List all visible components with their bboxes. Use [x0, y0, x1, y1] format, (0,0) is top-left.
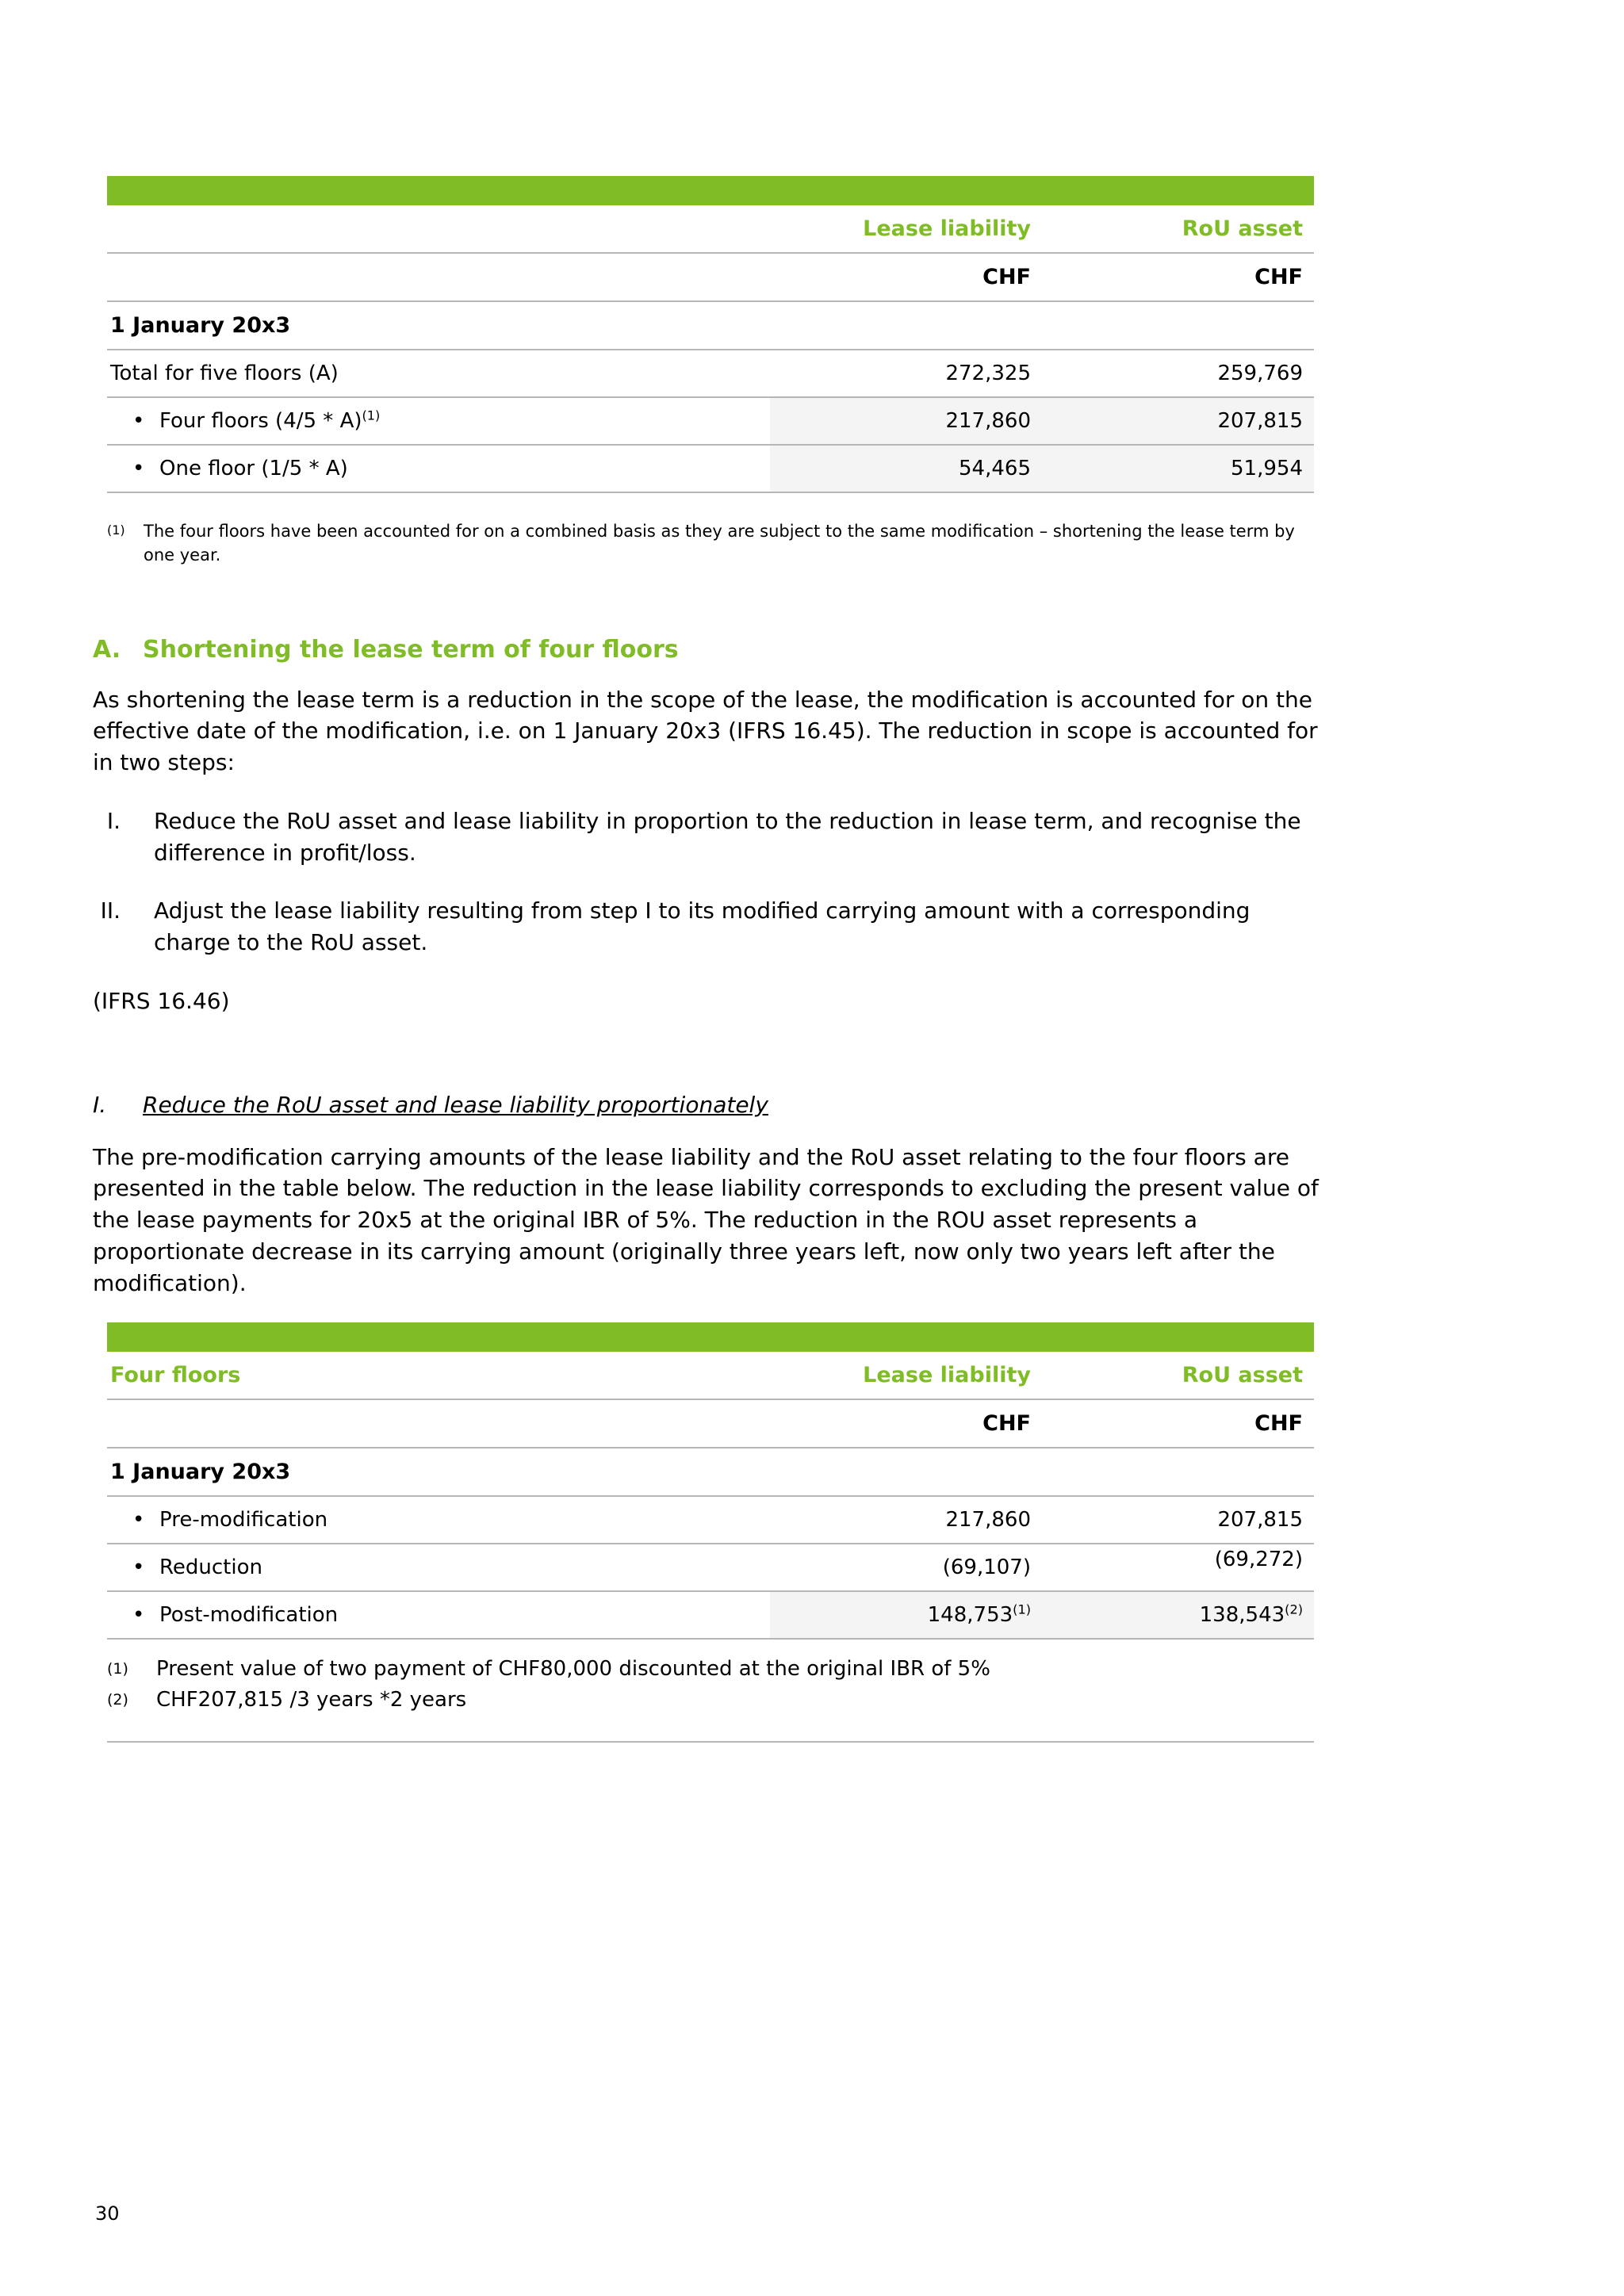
table2-footnote2-marker: (2): [107, 1691, 128, 1709]
table2-accent-rule: [107, 1322, 1314, 1352]
table1-currency-blank: [107, 253, 770, 301]
table2-date-label: 1 January 20x3: [107, 1448, 770, 1496]
bullet-icon: •: [132, 1603, 145, 1628]
table2-header-lease-liability: Lease liability: [770, 1352, 1042, 1399]
table1-row1-lease-liability: 217,860: [770, 397, 1042, 445]
table1-header-row: [107, 205, 1314, 253]
table2-currency-lease-liability: CHF: [770, 1399, 1042, 1448]
table1-footnotes: [107, 520, 1326, 568]
bullet-icon: •: [132, 409, 145, 433]
table1-footnote1-marker: (1): [107, 522, 125, 538]
table1-row0-rou-asset: 259,769: [1042, 350, 1314, 397]
table2-row2-lease-liability-footnote-marker: (1): [1013, 1601, 1031, 1617]
table2-row2-rou-asset: [1042, 1591, 1314, 1639]
table1-row1-rou-asset: 207,815: [1042, 397, 1314, 445]
table1-currency-lease-liability: CHF: [770, 253, 1042, 301]
table2-header-row: [107, 1352, 1314, 1399]
section-a-reference: (IFRS 16.46): [93, 987, 230, 1014]
table1-header-label: [107, 205, 770, 253]
table2-row1-label-text: Reduction: [159, 1556, 262, 1580]
table1-row1-label-text: Four floors (4/5 * A): [159, 409, 362, 433]
step-1-number: I.: [106, 807, 121, 834]
subsection-i-heading: [93, 1092, 1326, 1118]
table1-accent-rule: [107, 176, 1314, 205]
table-row: [107, 445, 1314, 492]
table1-header-lease-liability: Lease liability: [770, 205, 1042, 253]
table2-footnote1-text: Present value of two payment of CHF80,000 discounted at the original IBR of 5%: [156, 1657, 990, 1682]
table2-row2-lease-liability: [770, 1591, 1042, 1639]
table2-row2-label: [107, 1591, 770, 1639]
list-item: [89, 806, 1326, 869]
table2-row1-label: [107, 1544, 770, 1591]
table-row: [107, 397, 1314, 445]
page-content: [89, 0, 1326, 1743]
table1-currency-row: [107, 253, 1314, 301]
table-row: [107, 1591, 1314, 1639]
table2-row1-rou-asset: (69,272): [1042, 1544, 1314, 1591]
table2-currency-row: [107, 1399, 1314, 1448]
table2-footnotes: [107, 1654, 1326, 1716]
section-a-steps: [89, 806, 1326, 959]
step-2-text: Adjust the lease liability resulting from step I to its modified carrying amount with a corresponding charge to the RoU asset.: [154, 897, 1251, 956]
step-2-number: II.: [100, 897, 121, 924]
table-row: [107, 1544, 1314, 1591]
table1-currency-rou-asset: CHF: [1042, 253, 1314, 301]
table2-row0-lease-liability: 217,860: [770, 1496, 1042, 1544]
table-row: [107, 1496, 1314, 1544]
footnote-item: [107, 1654, 1326, 1685]
table1-header-rou-asset: RoU asset: [1042, 205, 1314, 253]
table2-row0-label-text: Pre-modification: [159, 1508, 328, 1533]
table1-date-row: [107, 301, 1314, 350]
table1-row2-rou-asset: 51,954: [1042, 445, 1314, 492]
table1-row2-lease-liability: 54,465: [770, 445, 1042, 492]
table-row: [107, 350, 1314, 397]
table2-footnote1-marker: (1): [107, 1660, 128, 1678]
section-a-heading: [93, 636, 1326, 664]
section-a-number: A.: [93, 635, 121, 664]
table2-bottom-rule: [107, 1741, 1314, 1743]
table1-date-label: 1 January 20x3: [107, 301, 770, 350]
table1-row0-lease-liability: 272,325: [770, 350, 1042, 397]
subsection-i-paragraph: The pre-modification carrying amounts of the lease liability and the RoU asset relating to the four floors are presented in the table below. The reduction in the lease liability corresponds to excluding the present value of the lease payments for 20x5 at the original IBR of 5%. The reduction in the ROU asset represents a proportionate decrease in its carrying amount (originally three years left, now only two years left after the modification).: [93, 1143, 1319, 1296]
section-a-paragraph: As shortening the lease term is a reduction in the scope of the lease, the modification is accounted for on the effective date of the modification, i.e. on 1 January 20x3 (IFRS 16.45). The reduction in scope is accounted for in two steps:: [93, 686, 1318, 776]
table1-row0-label: Total for five floors (A): [107, 350, 770, 397]
table2-row2-label-text: Post-modification: [159, 1603, 339, 1628]
four-floors-table-2: [107, 1322, 1314, 1640]
bullet-icon: •: [132, 457, 145, 480]
table2-row1-lease-liability: (69,107): [770, 1544, 1042, 1591]
subsection-i-number: I.: [93, 1091, 107, 1118]
table2-currency-blank: [107, 1399, 770, 1448]
table2-footnote2-text: CHF207,815 /3 years *2 years: [156, 1688, 467, 1712]
table2-row2-lease-liability-value: 148,753: [927, 1603, 1013, 1628]
table1-row2-label-text: One floor (1/5 * A): [159, 457, 348, 480]
table1-row2-label: [107, 445, 770, 492]
table2-row0-rou-asset: 207,815: [1042, 1496, 1314, 1544]
table1-row1-label: [107, 397, 770, 445]
subsection-i-title: Reduce the RoU asset and lease liability proportionately: [143, 1091, 768, 1118]
section-a-title: Shortening the lease term of four floors: [143, 635, 679, 664]
footnote-item: [107, 1685, 1326, 1716]
list-item: [89, 895, 1326, 959]
step-1-text: Reduce the RoU asset and lease liability in proportion to the reduction in lease term, and recognise the difference in profit/loss.: [154, 807, 1301, 866]
bullet-icon: •: [132, 1508, 145, 1533]
table2-header-rou-asset: RoU asset: [1042, 1352, 1314, 1399]
table2-header-label: Four floors: [107, 1352, 770, 1399]
table2-row0-label: [107, 1496, 770, 1544]
table1-row1-footnote-marker: (1): [362, 408, 381, 423]
footnote-item: [107, 520, 1326, 568]
page-number: 30: [95, 2202, 120, 2225]
table2-row2-rou-asset-value: 138,543: [1199, 1603, 1285, 1628]
table1-footnote1-text: The four floors have been accounted for on a combined basis as they are subject to the same modification – shortening the lease term by one year.: [144, 522, 1295, 564]
lease-liability-rou-asset-table-1: [107, 176, 1314, 493]
table2-currency-rou-asset: CHF: [1042, 1399, 1314, 1448]
bullet-icon: •: [132, 1556, 145, 1580]
table2-row2-rou-asset-footnote-marker: (2): [1285, 1601, 1303, 1617]
table2-date-row: [107, 1448, 1314, 1496]
